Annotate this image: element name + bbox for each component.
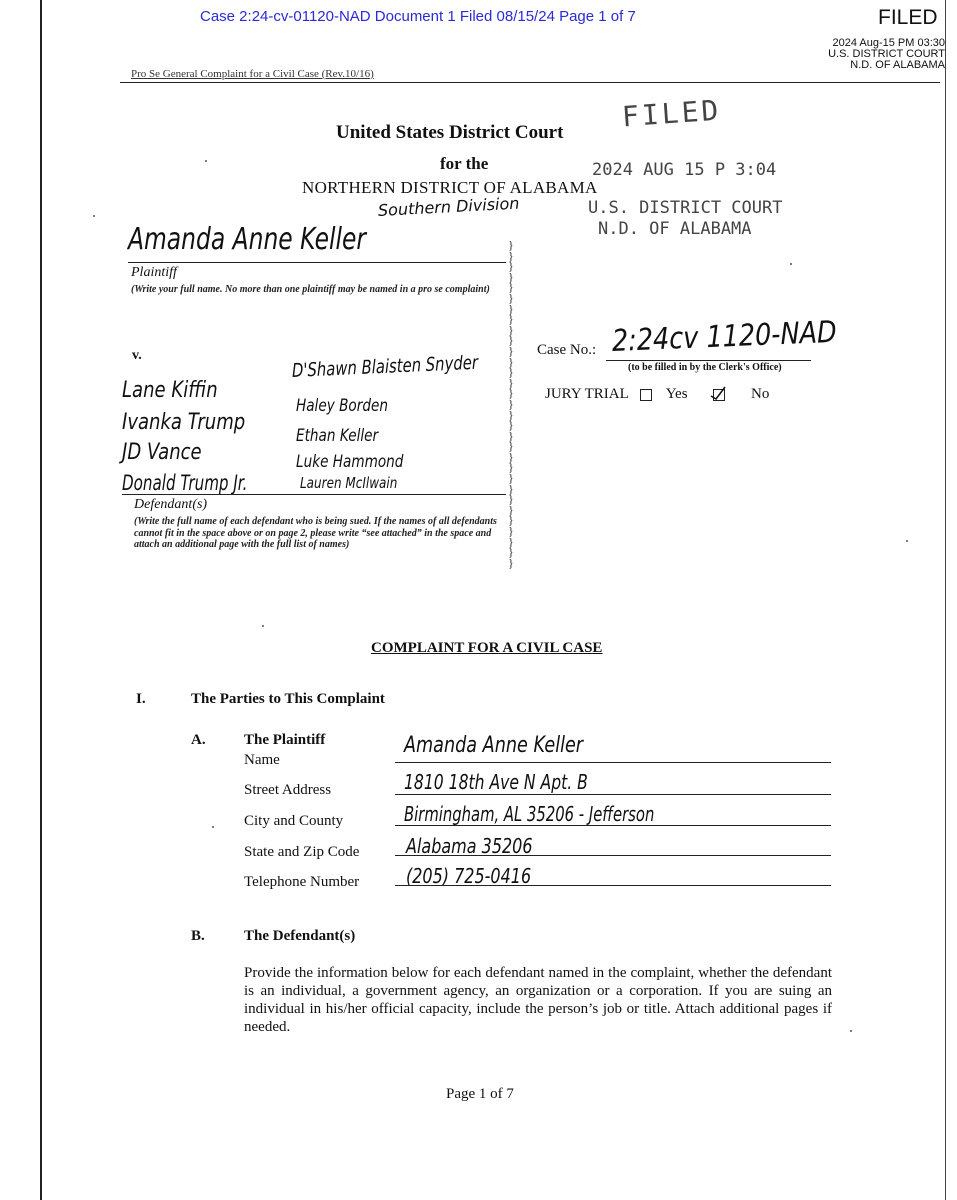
stamp-district: N.D. OF ALABAMA [598,219,752,239]
field-line [395,885,831,886]
field-value: 1810 18th Ave N Apt. B [404,770,588,794]
defendant-name: Donald Trump Jr. [122,471,248,495]
scan-speck [790,263,792,265]
form-name: Pro Se General Complaint for a Civil Case (Rev.10/16) [131,68,374,80]
field-label: State and Zip Code [244,844,360,860]
defendant-subsection-number: B. [191,928,205,944]
complaint-title: COMPLAINT FOR A CIVIL CASE [371,640,603,656]
filed-district: N.D. OF ALABAMA [850,59,945,71]
division-handwritten: Southern Division [377,193,520,220]
header-rule [120,82,940,83]
court-district: NORTHERN DISTRICT OF ALABAMA [302,178,598,197]
case-no-label: Case No.: [537,342,597,358]
filed-datetime: 2024 Aug-15 PM 03:30 [832,37,945,49]
defendants-label: Defendant(s) [134,497,208,512]
scan-speck [850,1030,852,1032]
plaintiff-name-handwritten: Amanda Anne Keller [128,222,367,257]
field-line [395,762,831,763]
defendant-name: Luke Hammond [296,452,404,472]
clerk-hint: (to be filled in by the Clerk's Office) [628,362,782,373]
field-label: Street Address [244,782,332,798]
section-title: The Parties to This Complaint [191,691,385,707]
plaintiff-label: Plaintiff [131,265,177,280]
case-no-handwritten: 2:24cv 1120-NAD [611,314,838,359]
jury-no-checkbox[interactable] [713,389,725,401]
defendants-hint: (Write the full name of each defendant who is being sued. If the names of all defendants cannot fit in the space above or on page 2, please write “see attached” in the space and attach an additional page with the full list of names) [134,516,497,550]
stamp-court: U.S. DISTRICT COURT [588,198,783,218]
defendants-line [122,494,506,495]
field-value: Amanda Anne Keller [404,733,584,758]
jury-yes-label: Yes [665,386,688,402]
court-for-the: for the [440,154,489,173]
field-line [395,825,831,826]
defendant-subsection-title: The Defendant(s) [244,928,356,944]
field-label: Telephone Number [244,874,360,890]
court-title: United States District Court [336,122,564,143]
page-number: Page 1 of 7 [446,1086,514,1102]
jury-trial-label: JURY TRIAL [545,386,629,402]
scan-speck [262,625,264,627]
defendant-name: Haley Borden [296,396,388,416]
scan-speck [205,160,207,162]
field-label: Name [244,752,280,768]
scan-speck [93,215,95,217]
scan-speck [212,826,214,828]
defendant-instructions: Provide the information below for each defendant named in the complaint, whether the defendant is an individual, a government agency, an organization or a corporation. If you are suing an individual in his/her official capacity, include the person’s job or title. Attach additional pages if needed. [244,965,832,1035]
scan-speck [906,540,908,542]
section-number: I. [136,691,146,707]
defendant-name: Lane Kiffin [122,378,218,403]
defendant-name: D'Shawn Blaisten Snyder [291,351,479,382]
defendant-name: JD Vance [122,440,202,465]
filed-court: U.S. DISTRICT COURT [828,48,945,60]
defendant-name: Lauren McIlwain [300,474,398,492]
plaintiff-hint: (Write your full name. No more than one plaintiff may be named in a pro se complaint) [131,284,490,295]
field-value: (205) 725-0416 [406,864,532,888]
jury-no-label: No [751,386,770,402]
scan-right-edge [945,0,946,1200]
docket-header: Case 2:24-cv-01120-NAD Document 1 Filed 08/15/24 Page 1 of 7 [200,8,636,25]
defendant-name: Ivanka Trump [122,410,246,435]
stamp-datetime: 2024 AUG 15 P 3:04 [592,160,777,180]
defendant-name: Ethan Keller [296,426,379,446]
field-line [395,855,831,856]
field-label: City and County [244,813,344,829]
plaintiff-subsection-number: A. [191,732,206,748]
case-no-line [606,360,811,361]
stamp-filed: FILED [620,93,723,134]
field-value: Birmingham, AL 35206 - Jefferson [404,802,655,826]
jury-yes-checkbox[interactable] [640,389,652,401]
jury-trial-row [545,386,769,403]
filed-block [828,38,945,71]
field-line [395,794,831,795]
plaintiff-subsection-title: The Plaintiff [244,732,326,748]
filed-label: FILED [878,6,938,29]
checkmark-icon [710,386,726,400]
scan-left-edge [40,0,42,1200]
caption-brace: } } } } } } } } } } } } } } } } } } } } } } } } } } } } } } } [508,238,514,570]
versus-label: v. [132,348,142,363]
field-value: Alabama 35206 [406,834,533,858]
plaintiff-line [128,262,506,263]
